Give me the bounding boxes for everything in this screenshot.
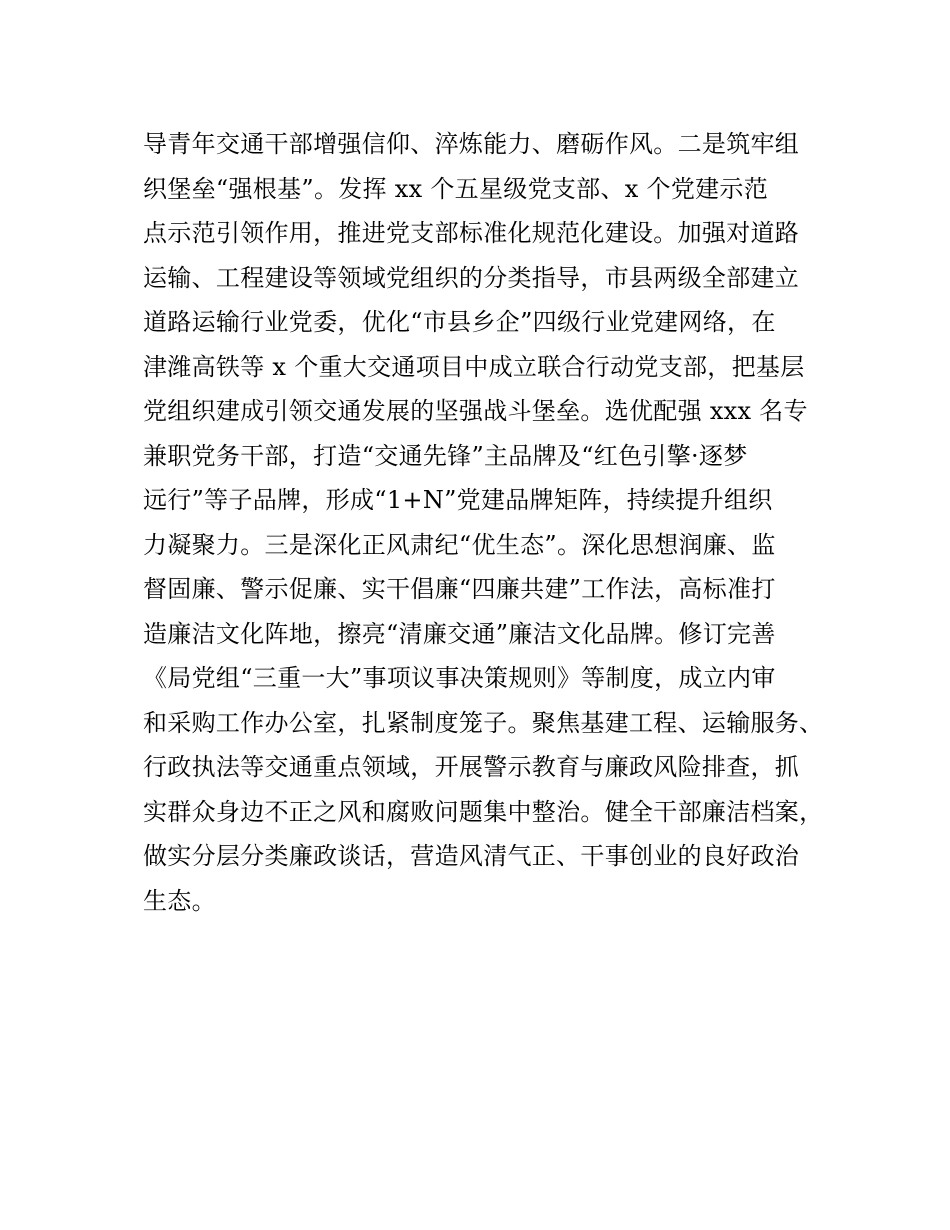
text-line: 点示范引领作用，推进党支部标准化规范化建设。加强对道路	[143, 219, 800, 247]
text-line: 力凝聚力。三是深化正风肃纪“优生态”。深化思想润廉、监	[143, 530, 776, 559]
text-line: 实群众身边不正之风和腐败问题集中整治。健全干部廉洁档案，	[143, 797, 824, 826]
text-line: 道路运输行业党委，优化“市县乡企”四级行业党建网络，在	[143, 308, 776, 336]
text-line: 《局党组“三重一大”事项议事决策规则》等制度，成立内审	[143, 664, 776, 692]
text-line: 督固廉、警示促廉、实干倡廉“四廉共建”工作法，高标准打	[143, 575, 776, 603]
text-line: 远行”等子品牌，形成“1+N”党建品牌矩阵，持续提升组织	[143, 486, 773, 514]
text-line: 运输、工程建设等领域党组织的分类指导，市县两级全部建立	[143, 263, 800, 292]
body-paragraph	[143, 122, 843, 923]
text-line: 织堡垒“强根基”。发挥 xx 个五星级党支部、x 个党建示范	[143, 174, 769, 203]
text-line: 做实分层分类廉政谈话，营造风清气正、干事创业的良好政治	[143, 842, 800, 870]
text-line: 兼职党务干部，打造“交通先锋”主品牌及“红色引擎·逐梦	[143, 441, 748, 470]
text-line: 和采购工作办公室，扎紧制度笼子。聚焦基建工程、运输服务、	[143, 708, 824, 737]
text-line: 行政执法等交通重点领域，开展警示教育与廉政风险排查，抓	[143, 753, 800, 781]
text-line: 党组织建成引领交通发展的坚强战斗堡垒。选优配强 xxx 名专	[143, 397, 808, 425]
text-line: 导青年交通干部增强信仰、淬炼能力、磨砺作风。二是筑牢组	[143, 130, 800, 158]
text-line: 造廉洁文化阵地，擦亮“清廉交通”廉洁文化品牌。修订完善	[143, 619, 776, 648]
text-line: 津潍高铁等 x 个重大交通项目中成立联合行动党支部，把基层	[143, 352, 805, 381]
text-line: 生态。	[143, 886, 216, 915]
